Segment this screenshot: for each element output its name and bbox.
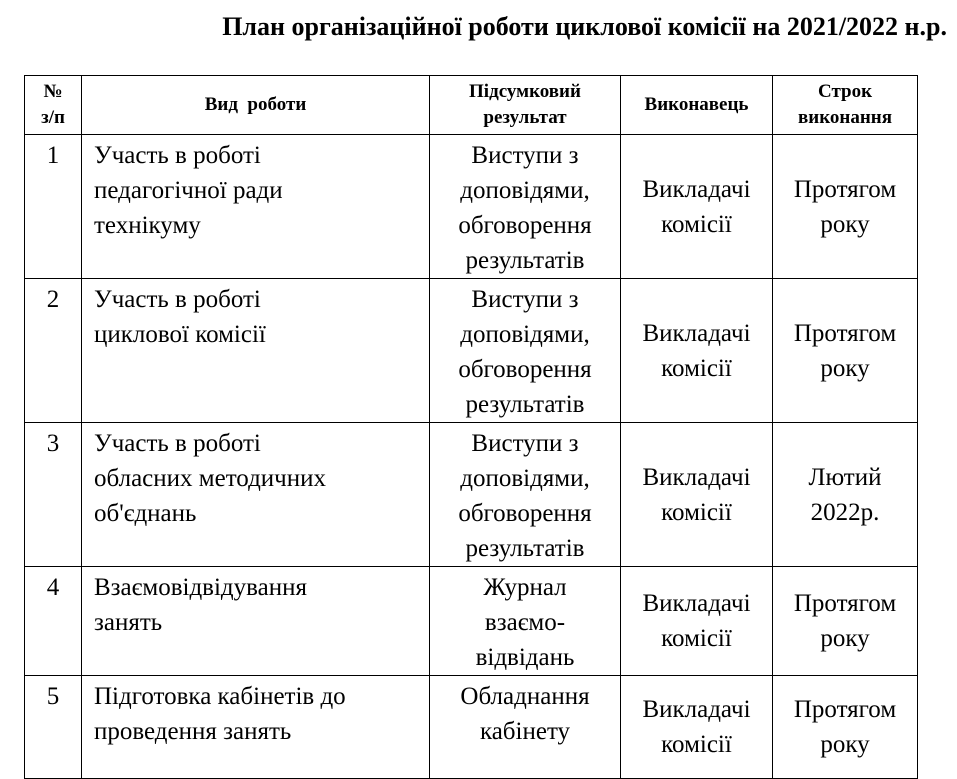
executor-line: комісії: [661, 498, 732, 526]
executor-line: Викладачі: [642, 590, 751, 617]
term-line: Лютий: [808, 463, 882, 491]
term-line: 2022р.: [810, 498, 880, 526]
executor-line: Викладачі: [642, 175, 751, 203]
term-line: року: [820, 210, 870, 238]
result-line: доповідями,: [460, 465, 590, 492]
work-type-cell: [82, 567, 430, 676]
executor-cell: [621, 567, 773, 676]
work-type-cell: [82, 676, 430, 779]
result-cell: [430, 279, 621, 423]
header-number-line: з/п: [41, 107, 65, 128]
table-header-row: [25, 76, 918, 135]
row-number: 2: [25, 279, 82, 423]
result-line: відвідань: [475, 644, 575, 671]
executor-line: Викладачі: [642, 696, 751, 723]
result-line: Обладнання: [460, 683, 590, 710]
work-type-line: педагогічної ради: [94, 177, 283, 204]
header-result-line: Підсумковий: [469, 81, 581, 102]
result-cell: [430, 423, 621, 567]
table-row: [25, 279, 918, 423]
result-line: доповідями,: [460, 177, 590, 204]
result-cell: [430, 676, 621, 779]
work-type-line: циклової комісії: [94, 321, 266, 348]
row-number: 4: [25, 567, 82, 676]
result-line: Виступи з: [471, 142, 579, 169]
header-executor: [621, 76, 773, 135]
work-type-line: Участь в роботі: [94, 286, 261, 313]
result-line: Виступи з: [471, 286, 579, 313]
work-type-line: об'єднань: [94, 500, 197, 527]
header-number: [25, 76, 82, 135]
term-line: року: [820, 731, 870, 758]
header-work-type: [82, 76, 430, 135]
term-cell: [773, 135, 918, 279]
work-type-line: Взаємовідвідування: [94, 574, 307, 601]
work-type-line: проведення занять: [94, 718, 292, 745]
table-row: [25, 676, 918, 779]
table-row: [25, 567, 918, 676]
header-executor-label: Виконавець: [644, 94, 749, 115]
term-line: Протягом: [793, 590, 897, 617]
table-row: [25, 423, 918, 567]
executor-cell: [621, 279, 773, 423]
header-term-line: Строк: [817, 81, 873, 102]
term-line: року: [820, 625, 870, 652]
work-type-line: Підготовка кабінетів до: [94, 683, 346, 710]
header-result-line: результат: [483, 107, 567, 128]
result-line: результатів: [465, 391, 585, 418]
executor-line: комісії: [661, 354, 732, 382]
header-result: [430, 76, 621, 135]
header-work-type-label: Вид роботи: [204, 94, 307, 115]
result-line: обговорення: [458, 356, 592, 383]
term-cell: [773, 567, 918, 676]
term-line: Протягом: [793, 696, 897, 723]
row-number: 1: [25, 135, 82, 279]
term-cell: [773, 676, 918, 779]
result-cell: [430, 567, 621, 676]
header-term: [773, 76, 918, 135]
work-type-cell: [82, 423, 430, 567]
executor-cell: [621, 676, 773, 779]
term-line: Протягом: [793, 175, 897, 203]
result-line: результатів: [465, 535, 585, 562]
result-cell: [430, 135, 621, 279]
term-cell: [773, 279, 918, 423]
executor-line: комісії: [661, 625, 732, 652]
executor-line: Викладачі: [642, 463, 751, 491]
header-number-line: №: [43, 81, 63, 102]
work-plan-table: [24, 75, 918, 779]
result-line: кабінету: [479, 718, 571, 745]
executor-cell: [621, 135, 773, 279]
work-type-line: обласних методичних: [94, 465, 326, 492]
executor-cell: [621, 423, 773, 567]
work-type-line: Участь в роботі: [94, 142, 261, 169]
term-line: Протягом: [793, 319, 897, 347]
row-number: 5: [25, 676, 82, 779]
work-type-line: Участь в роботі: [94, 430, 261, 457]
header-term-line: виконання: [797, 107, 893, 128]
result-line: обговорення: [458, 500, 592, 527]
result-line: взаємо-: [484, 609, 566, 636]
table-row: [25, 135, 918, 279]
work-type-line: занять: [94, 609, 163, 636]
result-line: результатів: [465, 247, 585, 274]
term-cell: [773, 423, 918, 567]
result-line: доповідями,: [460, 321, 590, 348]
result-line: Журнал: [483, 574, 567, 601]
work-type-line: технікуму: [94, 212, 201, 239]
row-number: 3: [25, 423, 82, 567]
term-line: року: [820, 354, 870, 382]
work-type-cell: [82, 279, 430, 423]
work-type-cell: [82, 135, 430, 279]
executor-line: комісії: [661, 210, 732, 238]
result-line: Виступи з: [471, 430, 579, 457]
result-line: обговорення: [458, 212, 592, 239]
executor-line: комісії: [661, 731, 732, 758]
executor-line: Викладачі: [642, 319, 751, 347]
document-title: План організаційної роботи циклової комісії на 2021/2022 н.р.: [222, 12, 947, 41]
